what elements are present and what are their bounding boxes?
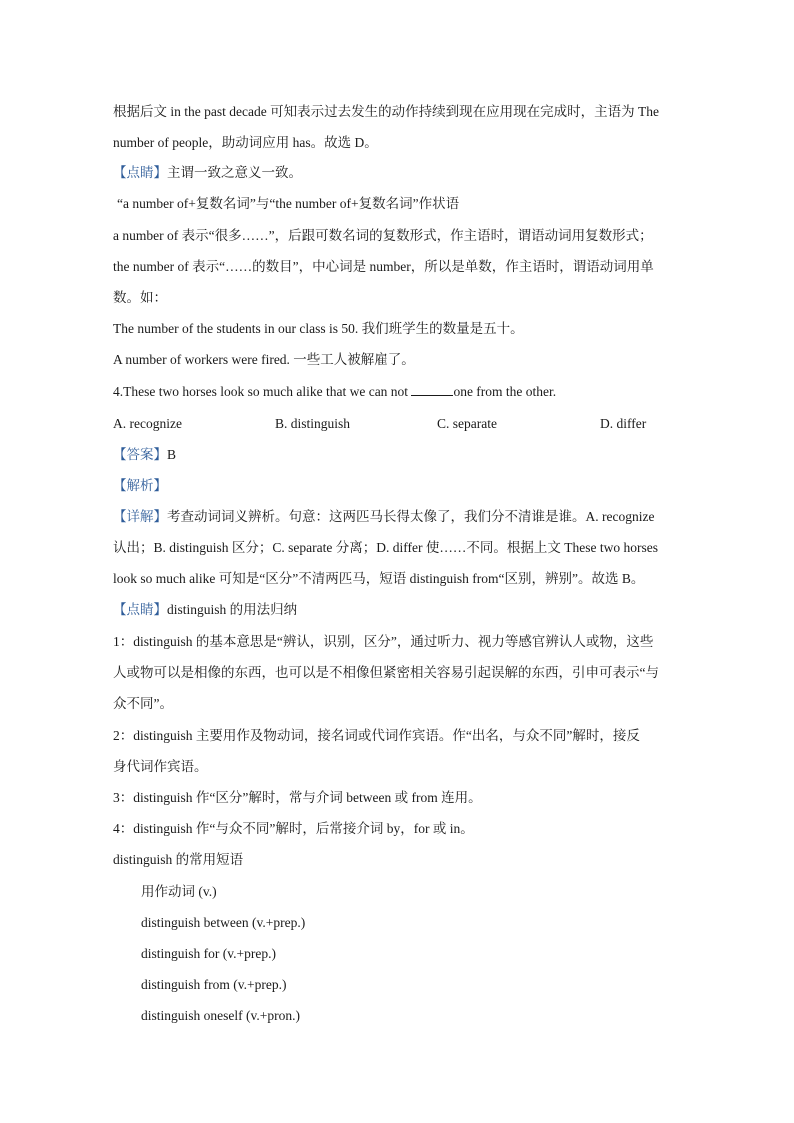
option-c: C. separate: [437, 416, 497, 431]
tip-heading: [113, 163, 688, 183]
phrase-item: distinguish between (v.+prep.): [141, 915, 306, 930]
note-line: 4：distinguish 作“与众不同”解时，后常接介词 by，for 或 in。: [113, 821, 474, 836]
text-line: a number of 表示“很多……”，后跟可数名词的复数形式，作主语时，谓语动词用复数形式；: [113, 228, 653, 243]
note-line: 2：distinguish 主要用作及物动词，接名词或代词作宾语。作“出名，与众不同”解时，接反: [113, 728, 640, 743]
question-4: [113, 382, 688, 402]
note-line: 众不同”。: [113, 696, 173, 711]
phrase-item: distinguish oneself (v.+pron.): [141, 1008, 300, 1023]
answer-blank: [411, 383, 453, 396]
note-line: 身代词作宾语。: [113, 759, 208, 774]
example-line: The number of the students in our class is 50. 我们班学生的数量是五十。: [113, 321, 524, 336]
detail-label: 【详解】: [113, 509, 167, 524]
answer-line: [113, 445, 688, 465]
tip-text: 主谓一致之意义一致。: [167, 165, 302, 180]
option-b: B. distinguish: [275, 416, 351, 431]
text-line: “a number of+复数名词”与“the number of+复数名词”作状语: [117, 196, 460, 211]
detail-line: look so much alike 可知是“区分”不清两匹马，短语 distinguish from“区别，辨别”。故选 B。: [113, 571, 645, 586]
option-a: A. recognize: [113, 416, 182, 431]
tip-text: distinguish 的用法归纳: [167, 602, 298, 617]
option-d: D. differ: [600, 416, 647, 431]
tip-label: 【点睛】: [113, 165, 167, 180]
analysis-label: 【解析】: [113, 478, 167, 493]
text-line: the number of 表示“……的数目”，中心词是 number，所以是单数，作主语时，谓语动词用单: [113, 259, 654, 274]
analysis-heading: [113, 476, 688, 496]
phrase-item: 用作动词 (v.): [141, 884, 217, 899]
tip-heading: [113, 600, 688, 620]
example-line: A number of workers were fired. 一些工人被解雇了。: [113, 352, 415, 367]
text-line: number of people，助动词应用 has。故选 D。: [113, 135, 378, 150]
note-line: 人或物可以是相像的东西，也可以是不相像但紧密相关容易引起误解的东西，引申可表示“与: [113, 665, 659, 680]
answer-label: 【答案】: [113, 447, 167, 462]
question-text-end: one from the other.: [453, 384, 557, 399]
phrases-title: distinguish 的常用短语: [113, 852, 244, 867]
text-line: 根据后文 in the past decade 可知表示过去发生的动作持续到现在应用现在完成时，主语为 The: [113, 104, 659, 119]
tip-label: 【点睛】: [113, 602, 167, 617]
text-line: 数。如：: [113, 290, 167, 305]
question-text: 4.These two horses look so much alike that we can not: [113, 384, 412, 399]
note-line: 1：distinguish 的基本意思是“辨认，识别，区分”，通过听力、视力等感官辨认人或物，这些: [113, 634, 654, 649]
detail-line: 认出；B. distinguish 区分；C. separate 分离；D. differ 使……不同。根据上文 These two horses: [113, 540, 658, 555]
detail-line: [113, 507, 688, 527]
phrase-item: distinguish for (v.+prep.): [141, 946, 276, 961]
answer-value: B: [167, 447, 177, 462]
phrase-item: distinguish from (v.+prep.): [141, 977, 287, 992]
note-line: 3：distinguish 作“区分”解时，常与介词 between 或 from 连用。: [113, 790, 482, 805]
detail-text: 考查动词词义辨析。句意：这两匹马长得太像了，我们分不清谁是谁。A. recognize: [167, 509, 655, 524]
